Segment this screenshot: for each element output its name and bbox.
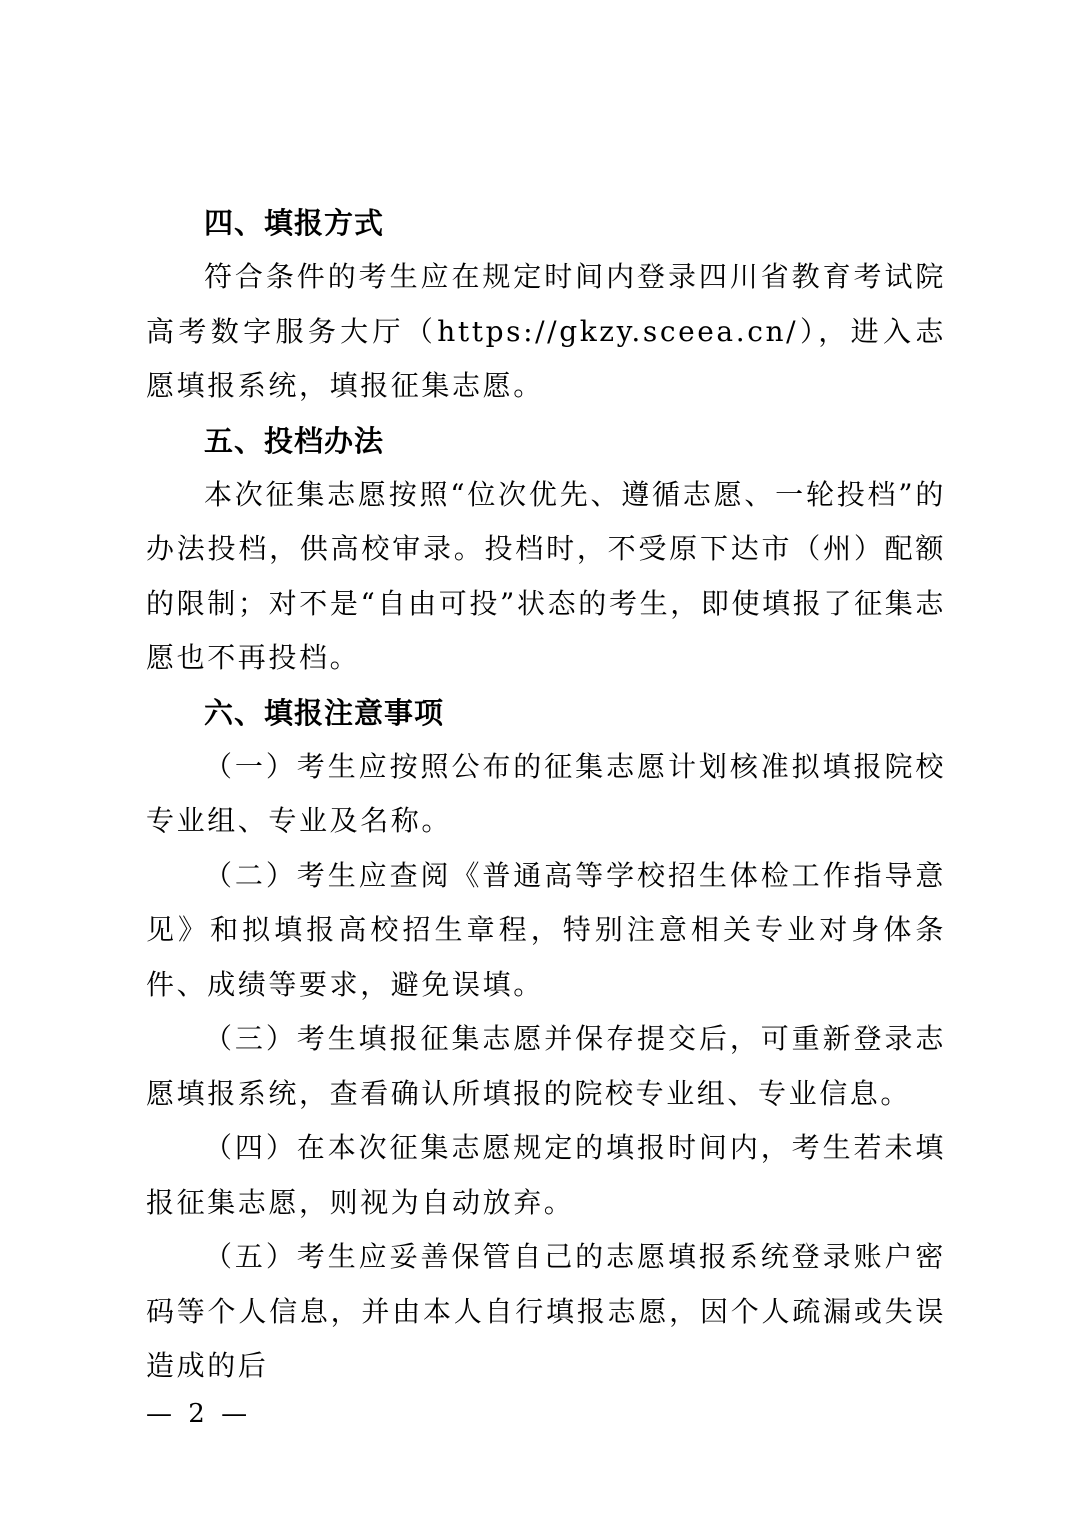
- section-heading: 五、投档办法: [204, 423, 385, 458]
- paragraph: （三）考生填报征集志愿并保存提交后，可重新登录志愿填报系统，查看确认所填报的院校专业组、专业信息。: [146, 1022, 946, 1110]
- section-fill-method: [146, 196, 946, 414]
- paragraph: （五）考生应妥善保管自己的志愿填报系统登录账户密码等个人信息，并由本人自行填报志愿，因个人疏漏或失误造成的后: [146, 1240, 946, 1382]
- section-heading: 六、填报注意事项: [204, 695, 445, 730]
- page-number: — 2 —: [146, 1399, 252, 1429]
- paragraph: （四）在本次征集志愿规定的填报时间内，考生若未填报征集志愿，则视为自动放弃。: [146, 1131, 946, 1219]
- paragraph: （一）考生应按照公布的征集志愿计划核准拟填报院校专业组、专业及名称。: [146, 749, 946, 837]
- paragraph: （二）考生应查阅《普通高等学校招生体检工作指导意见》和拟填报高校招生章程，特别注意相关专业对身体条件、成绩等要求，避免误填。: [146, 858, 946, 1001]
- paragraph: 本次征集志愿按照“位次优先、遵循志愿、一轮投档”的办法投档，供高校审录。投档时，不受原下达市（州）配额的限制；对不是“自由可投”状态的考生，即使填报了征集志愿也不再投档。: [146, 477, 946, 674]
- section-heading: 四、填报方式: [204, 206, 385, 240]
- paragraph: 符合条件的考生应在规定时间内登录四川省教育考试院高考数字服务大厅（https://gkzy.sceea.cn/），进入志愿填报系统，填报征集志愿。: [146, 260, 946, 402]
- section-filing-method: [146, 414, 946, 686]
- document-body: [146, 196, 946, 1394]
- section-notes: [146, 686, 946, 1394]
